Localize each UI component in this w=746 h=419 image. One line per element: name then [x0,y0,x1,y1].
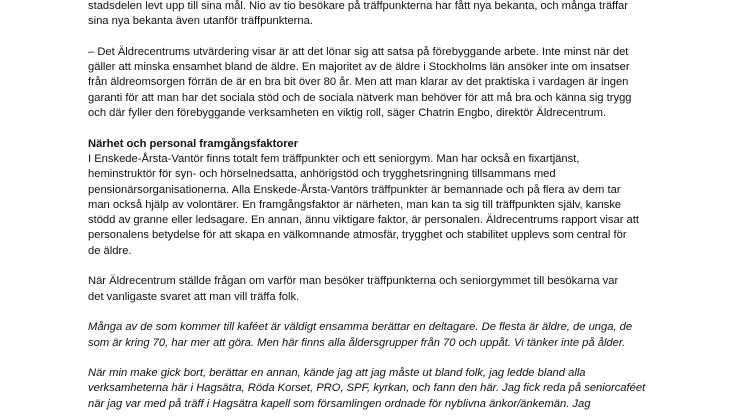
text-line: och där fyller den förebyggande verksamheten en viktig roll, säger Chatrin Engbo, direktör Äldrecentrum. [88,107,607,120]
text-line: gäller att minska ensamhet bland de äldre. En majoritet av de äldre i Stockholms län ansöker inte om insatser [88,61,630,74]
document-page [88,0,688,412]
text-line: man också hjälp av volontärer. En framgångsfaktor är närheten, man kan ta sig till träffpunkten själv, kanske [88,198,622,211]
participant-quote [88,320,688,351]
widow-quote [88,366,688,412]
intro-paragraph [88,0,688,30]
text-line: När Äldrecentrum ställde frågan om varför man besöker träffpunkterna och seniorgymmet till besökarna var [88,275,619,288]
text-line: heminstruktör för syn- och hörselnedsatta, anhörigstöd och trygghetsringning tillsammans med [88,168,556,181]
text-line: – Det Äldrecentrums utvärdering visar är att det lönar sig att satsa på förebyggande arbete. Inte minst när det [88,45,629,58]
text-line: när jag var med på träff i Hagsätra kapell som församlingen ordnade för nyblivna änkor/änkemän. Jag [88,397,591,410]
text-line: pensionärsorganisationerna. Alla Enskede-Årsta-Vantörs träffpunkter är bemannade och på flera av dem tar [88,183,621,196]
text-line: från äldreomsorgen förrän de är en bra bit över 80 år. Men att man klarar av det praktiska i vardagen är ingen [88,76,629,89]
text-line: personalens betydelse för att skapa en välkomnande atmosfär, trygghet och stabilitet upplevs som central för [88,229,627,242]
text-line: I Enskede-Årsta-Vantör finns totalt fem träffpunkter och ett seniorgym. Man har också en fixartjänst, [88,152,580,165]
text-line: garanti för att man har det sociala stöd och de sociala nätverk man behöver för att må bra och känna sig trygg [88,91,632,104]
question-paragraph [88,274,688,305]
text-line: som är kring 70, har mer att göra. Men här finns alla åldersgrupper från 70 och uppåt. Vi tänker inte på ålder. [88,336,626,349]
section-narhet [88,137,688,259]
text-line: sina nya bekanta även utanför träffpunkterna. [88,15,313,28]
text-line: När min make gick bort, berättar en annan, kände jag att jag måste ut bland folk, jag ledde bland alla [88,367,586,380]
engbo-quote-paragraph [88,45,688,121]
text-line: stadsdelen levt upp till sina mål. Nio av tio besökare på träffpunkterna har fått nya bekanta, och många träffar [88,0,629,12]
text-line: det vanligaste svaret att man vill träffa folk. [88,290,300,303]
text-line: verksamheterna här i Hagsätra, Röda Korset, PRO, SPF, kyrkan, och fann den här. Jag fick reda på seniorcaféet [88,382,646,395]
text-line: Många av de som kommer till kaféet är väldigt ensamma berättar en deltagare. De flesta är äldre, de unga, de [88,321,633,334]
section-heading: Närhet och personal framgångsfaktorer [88,137,299,150]
text-line: de äldre. [88,244,132,257]
text-line: stödd av granne eller ledsagare. En annan, ännu viktigare faktor, är personalen. Äldrecentrums rapport visar att [88,214,639,227]
